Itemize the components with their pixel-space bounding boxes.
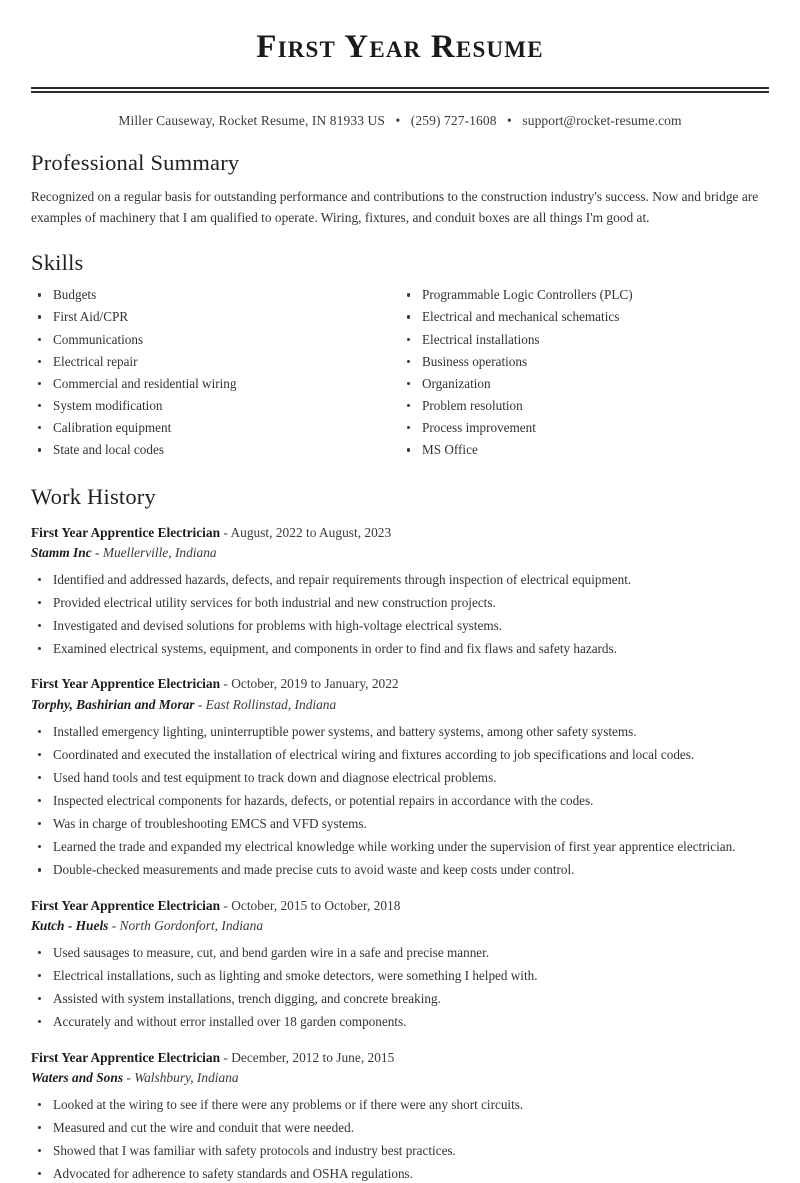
skill-item: Electrical and mechanical schematics [400, 308, 769, 326]
section-heading-skills: Skills [31, 249, 769, 277]
contact-phone: (259) 727-1608 [411, 113, 497, 128]
job-bullet-item: Advocated for adherence to safety standards and OSHA regulations. [31, 1165, 769, 1183]
job-bullet-item: Looked at the wiring to see if there were any problems or if there were any short circuits. [31, 1096, 769, 1114]
section-professional-summary [31, 149, 769, 230]
job-title-dash: - [220, 676, 231, 691]
skill-item: Communications [31, 331, 400, 349]
job-location: North Gordonfort, Indiana [120, 918, 263, 933]
job-title: First Year Apprentice Electrician [31, 676, 220, 691]
job-company-dash: - [194, 697, 205, 712]
job-location: Muellerville, Indiana [103, 545, 217, 560]
skill-item: Programmable Logic Controllers (PLC) [400, 286, 769, 304]
skills-column-left [31, 286, 400, 463]
job-bullet-item: Electrical installations, such as lighting and smoke detectors, were something I helped with. [31, 967, 769, 985]
job-title: First Year Apprentice Electrician [31, 525, 220, 540]
work-history-entry [31, 896, 769, 1032]
job-bullet-item: Used hand tools and test equipment to track down and diagnose electrical problems. [31, 769, 769, 787]
skill-item: Business operations [400, 353, 769, 371]
job-company-line [31, 695, 769, 715]
job-bullet-item: Coordinated and executed the installation of electrical wiring and fixtures according to job specifications and local codes. [31, 746, 769, 764]
job-company-dash: - [123, 1070, 134, 1085]
contact-line [31, 113, 769, 129]
page-title: First Year Resume [31, 28, 769, 68]
job-bullet-item: Provided electrical utility services for both industrial and new construction projects. [31, 594, 769, 612]
job-title-dash: - [220, 525, 230, 540]
job-location: Walshbury, Indiana [134, 1070, 238, 1085]
skill-item: First Aid/CPR [31, 308, 400, 326]
job-bullet-list [31, 944, 769, 1032]
job-title-dash: - [220, 1050, 231, 1065]
skill-item: Budgets [31, 286, 400, 304]
section-skills [31, 249, 769, 463]
header-divider [31, 87, 769, 93]
skills-columns [31, 286, 769, 463]
contact-address: Miller Causeway, Rocket Resume, IN 81933 US [118, 113, 385, 128]
job-bullet-item: Assisted with system installations, trench digging, and concrete breaking. [31, 990, 769, 1008]
job-bullet-item: Used sausages to measure, cut, and bend garden wire in a safe and precise manner. [31, 944, 769, 962]
contact-separator-2: • [500, 113, 519, 129]
job-bullet-list [31, 1096, 769, 1183]
skills-list-left [31, 286, 400, 459]
job-bullet-item: Measured and cut the wire and conduit that were needed. [31, 1119, 769, 1137]
section-heading-work-history: Work History [31, 483, 769, 511]
job-bullet-item: Learned the trade and expanded my electrical knowledge while working under the supervision of first year apprentice electrician. [31, 838, 769, 856]
job-company-dash: - [92, 545, 103, 560]
contact-email: support@rocket-resume.com [522, 113, 681, 128]
job-bullet-list [31, 723, 769, 880]
job-bullet-item: Inspected electrical components for hazards, defects, or potential repairs in accordance with the codes. [31, 792, 769, 810]
skills-column-right [400, 286, 769, 463]
job-dates: December, 2012 to June, 2015 [231, 1050, 394, 1065]
skill-item: Calibration equipment [31, 419, 400, 437]
job-title-line [31, 1048, 769, 1068]
job-bullet-item: Showed that I was familiar with safety protocols and industry best practices. [31, 1142, 769, 1160]
job-dates: October, 2015 to October, 2018 [231, 898, 400, 913]
skill-item: Problem resolution [400, 397, 769, 415]
job-title-line [31, 896, 769, 916]
work-history-entry [31, 523, 769, 659]
job-bullet-item: Examined electrical systems, equipment, and components in order to find and fix flaws and safety hazards. [31, 640, 769, 658]
job-bullet-item: Identified and addressed hazards, defects, and repair requirements through inspection of electrical equipment. [31, 571, 769, 589]
work-history-list [31, 523, 769, 1183]
skills-list-right [400, 286, 769, 459]
work-history-entry [31, 674, 769, 879]
job-company-dash: - [108, 918, 119, 933]
skill-item: System modification [31, 397, 400, 415]
skill-item: Electrical repair [31, 353, 400, 371]
job-company-line [31, 543, 769, 563]
job-company: Kutch - Huels [31, 918, 108, 933]
job-company: Torphy, Bashirian and Morar [31, 697, 194, 712]
job-bullet-list [31, 571, 769, 659]
job-bullet-item: Was in charge of troubleshooting EMCS and VFD systems. [31, 815, 769, 833]
work-history-entry [31, 1048, 769, 1183]
job-company: Waters and Sons [31, 1070, 123, 1085]
job-dates: October, 2019 to January, 2022 [231, 676, 398, 691]
job-bullet-item: Accurately and without error installed over 18 garden components. [31, 1013, 769, 1031]
skill-item: Electrical installations [400, 331, 769, 349]
job-dates: August, 2022 to August, 2023 [230, 525, 391, 540]
job-company: Stamm Inc [31, 545, 92, 560]
job-company-line [31, 916, 769, 936]
skill-item: Organization [400, 375, 769, 393]
job-title-line [31, 674, 769, 694]
job-title-dash: - [220, 898, 231, 913]
contact-separator-1: • [388, 113, 407, 129]
job-title: First Year Apprentice Electrician [31, 898, 220, 913]
section-heading-summary: Professional Summary [31, 149, 769, 177]
skill-item: Commercial and residential wiring [31, 375, 400, 393]
job-company-line [31, 1068, 769, 1088]
job-bullet-item: Double-checked measurements and made precise cuts to avoid waste and keep costs under control. [31, 861, 769, 879]
skill-item: State and local codes [31, 441, 400, 459]
job-bullet-item: Investigated and devised solutions for problems with high-voltage electrical systems. [31, 617, 769, 635]
section-work-history [31, 483, 769, 1183]
summary-text: Recognized on a regular basis for outstanding performance and contributions to the construction industry's success. Now and bridge are examples of machinery that I am qualified to operate. Wiring, fixtures, and conduit boxes are all things I'm good at. [31, 186, 769, 229]
job-title: First Year Apprentice Electrician [31, 1050, 220, 1065]
job-bullet-item: Installed emergency lighting, uninterruptible power systems, and battery systems, among other safety systems. [31, 723, 769, 741]
job-location: East Rollinstad, Indiana [206, 697, 337, 712]
skill-item: Process improvement [400, 419, 769, 437]
job-title-line [31, 523, 769, 543]
skill-item: MS Office [400, 441, 769, 459]
